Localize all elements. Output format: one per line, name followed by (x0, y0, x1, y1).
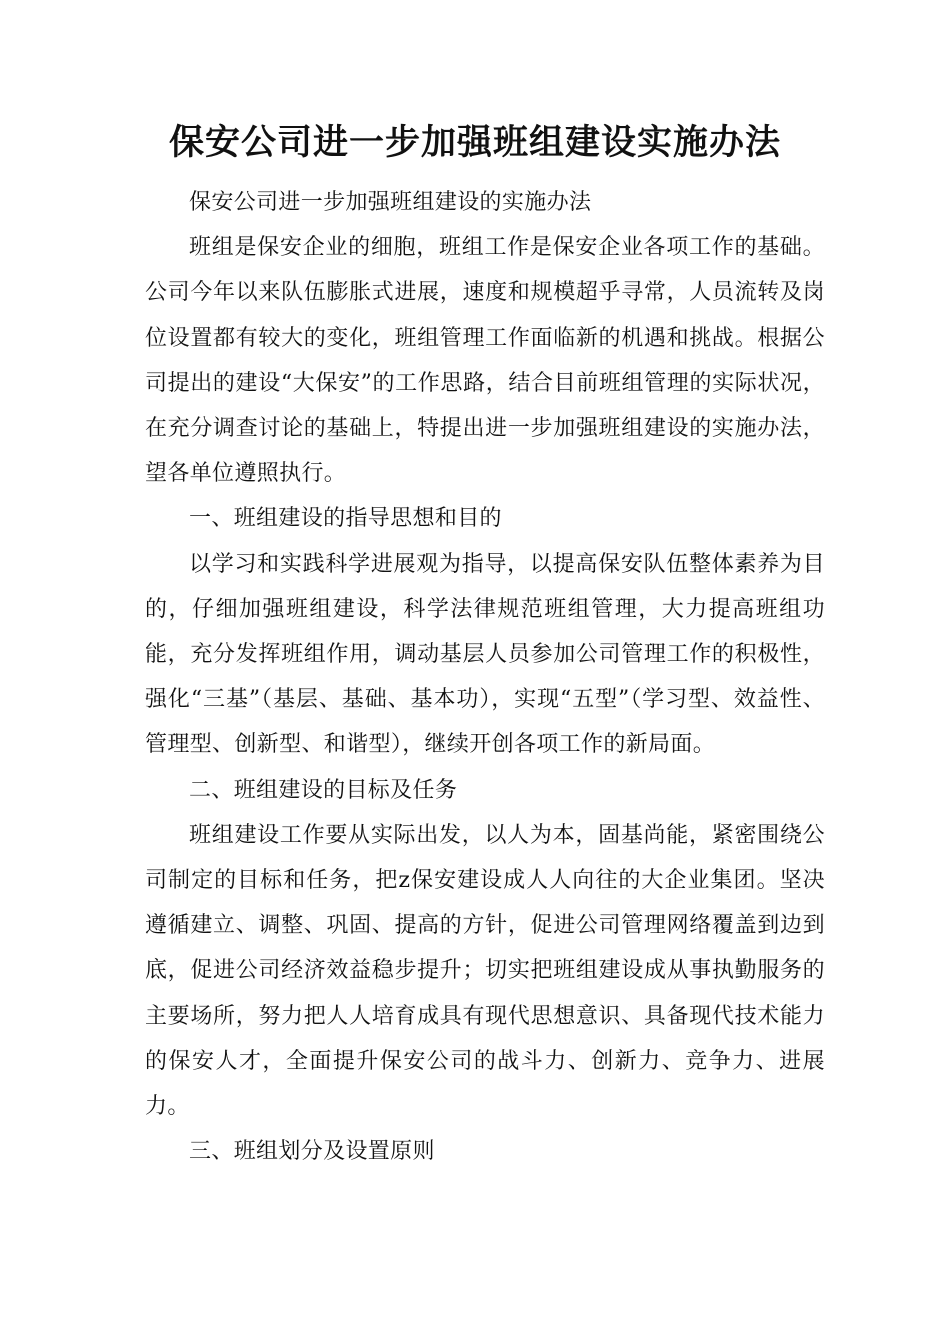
section-1-paragraph: 以学习和实践科学进展观为指导，以提高保安队伍整体素养为目的，仔细加强班组建设，科学法律规范班组管理，大力提高班组功能，充分发挥班组作用，调动基层人员参加公司管理工作的积极性，强化“三基”（基层、基础、基本功），实现“五型”（学习型、效益性、管理型、创新型、和谐型），继续开创各项工作的新局面。 (145, 551, 825, 758)
intro-paragraph: 班组是保安企业的细胞，班组工作是保安企业各项工作的基础。公司今年以来队伍膨胀式进展，速度和规模超乎寻常，人员流转及岗位设置都有较大的变化，班组管理工作面临新的机遇和挑战。根据公司提出的建设“大保安”的工作思路，结合目前班组管理的实际状况，在充分调查讨论的基础上，特提出进一步加强班组建设的实施办法，望各单位遵照执行。 (145, 235, 825, 487)
section-2-paragraph: 班组建设工作要从实际出发，以人为本，固基尚能，紧密围绕公司制定的目标和任务，把z保安建设成人人向往的大企业集团。坚决遵循建立、调整、巩固、提高的方针，促进公司管理网络覆盖到边到底，促进公司经济效益稳步提升；切实把班组建设成从事执勤服务的主要场所，努力把人人培育成具有现代思想意识、具备现代技术能力的保安人才，全面提升保安公司的战斗力、创新力、竞争力、进展力。 (145, 822, 825, 1120)
document-body (145, 180, 825, 1174)
section-heading-2: 二、班组建设的目标及任务 (189, 777, 458, 803)
section-heading-1: 一、班组建设的指导思想和目的 (189, 506, 502, 532)
subtitle-paragraph: 保安公司进一步加强班组建设的实施办法 (189, 190, 592, 215)
document-title: 保安公司进一步加强班组建设实施办法 (168, 122, 781, 163)
section-heading-3: 三、班组划分及设置原则 (189, 1139, 435, 1165)
